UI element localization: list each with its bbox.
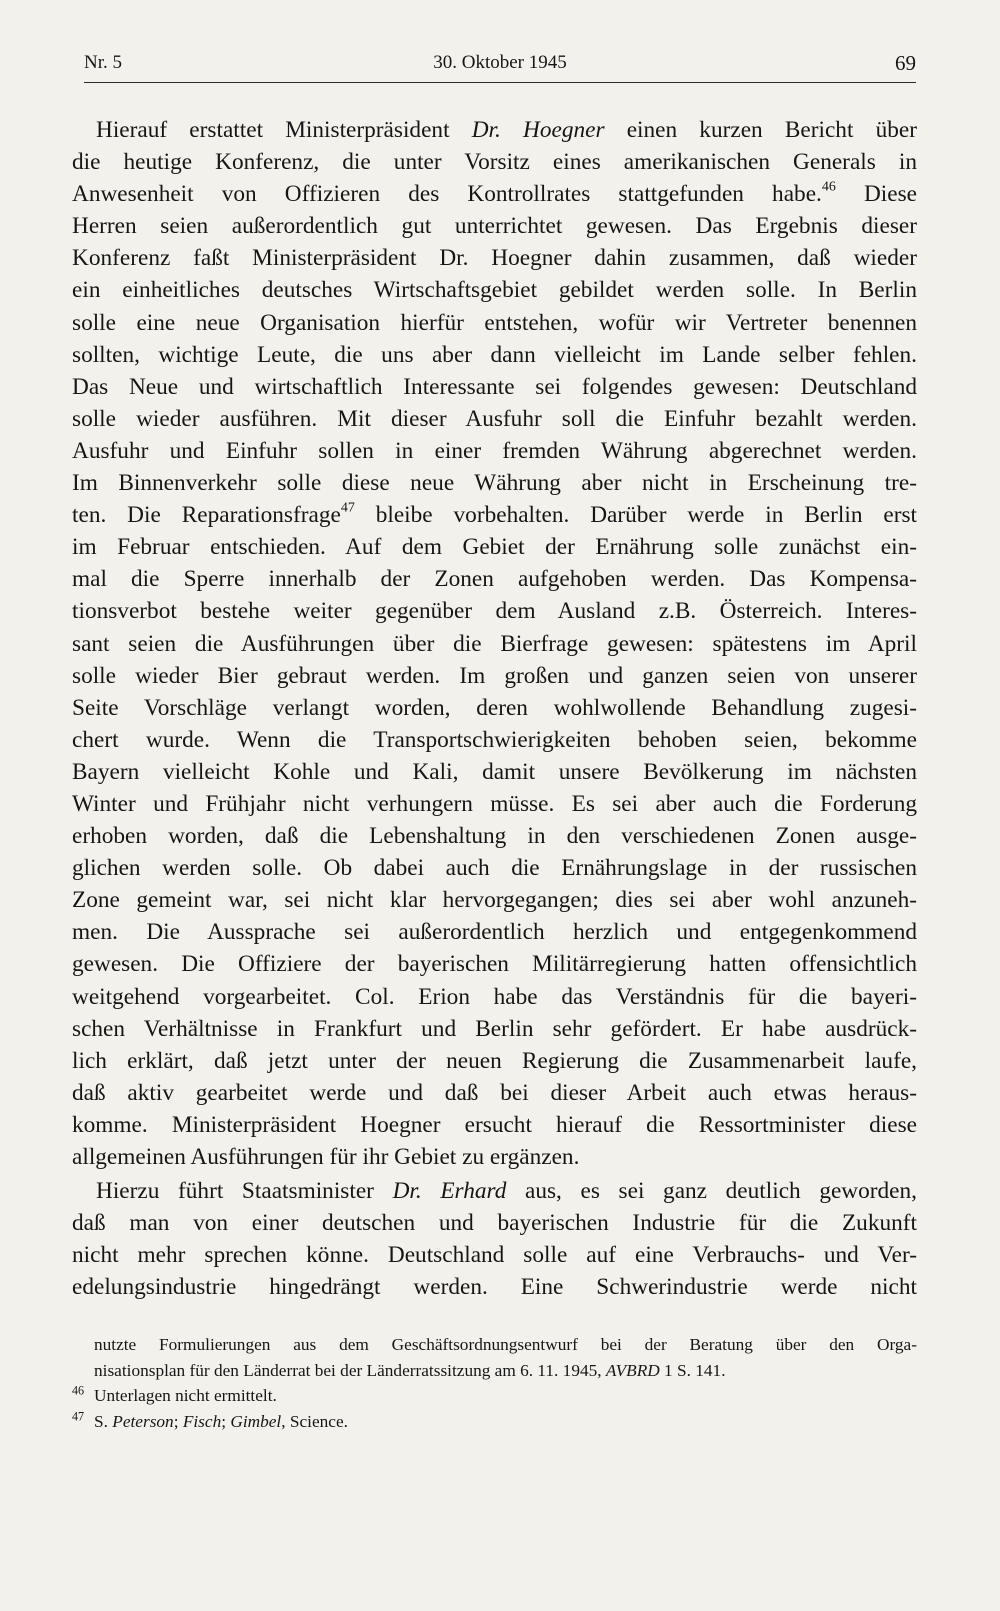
text-line: Winter und Frühjahr nicht verhungern müsse. Es sei aber auch die Forderung bbox=[72, 790, 917, 817]
text-line: sant seien die Ausführungen über die Bierfrage gewesen: spätestens im April bbox=[72, 630, 917, 657]
text-line: schen Verhältnisse in Frankfurt und Berlin sehr gefördert. Er habe ausdrück- bbox=[72, 1015, 917, 1042]
issue-number: Nr. 5 bbox=[84, 52, 122, 73]
text-line: nicht mehr sprechen könne. Deutschland solle auf eine Verbrauchs- und Ver- bbox=[72, 1242, 917, 1269]
footnote-ref-46: 46 bbox=[821, 179, 836, 195]
text-line: Herren seien außerordentlich gut unterrichtet gewesen. Das Ergebnis dieser bbox=[72, 213, 917, 240]
text-line: sollten, wichtige Leute, die uns aber dann vielleicht im Lande selber fehlen. bbox=[72, 341, 917, 368]
person-name: Dr. Erhard bbox=[392, 1178, 507, 1205]
text-line: im Februar entschieden. Auf dem Gebiet der Ernährung solle zunächst ein- bbox=[72, 534, 917, 561]
author-name: Fisch bbox=[182, 1411, 222, 1431]
body-text bbox=[72, 114, 917, 1303]
text-line: Hierauf erstattet Ministerpräsident Dr. Hoegner einen kurzen Bericht über bbox=[96, 117, 917, 143]
footnote-number: 47 bbox=[72, 1408, 85, 1423]
text-line: Das Neue und wirtschaftlich Interessante sei folgendes gewesen: Deutschland bbox=[72, 373, 917, 400]
footnote-line: nutzte Formulierungen aus dem Geschäftsordnungsentwurf bei der Beratung über den Orga- bbox=[94, 1335, 917, 1354]
footnote-line: $^{46}$ Unterlagen nicht ermittelt. bbox=[72, 1383, 277, 1405]
text-line: komme. Ministerpräsident Hoegner ersucht hierauf die Ressortminister diese bbox=[72, 1111, 917, 1138]
text-line: mal die Sperre innerhalb der Zonen aufgehoben werden. Das Kompensa- bbox=[72, 566, 917, 593]
text-line: Ausfuhr und Einfuhr sollen in einer fremden Währung abgerechnet werden. bbox=[72, 437, 917, 464]
text-line: ein einheitliches deutsches Wirtschaftsgebiet gebildet werden solle. In Berlin bbox=[72, 277, 917, 304]
text-line: Zone gemeint war, sei nicht klar hervorgegangen; dies sei aber wohl anzuneh- bbox=[72, 887, 917, 914]
footnote-line: nisationsplan für den Länderrat bei der Länderratssitzung am 6. 11. 1945, AVBRD 1 S. 141. bbox=[94, 1360, 726, 1380]
text-line: solle eine neue Organisation hierfür entstehen, wofür wir Vertreter benennen bbox=[72, 309, 917, 336]
footnote-continuation bbox=[72, 1332, 917, 1383]
footnote-ref-47: 47 bbox=[340, 500, 355, 516]
text-line: glichen werden solle. Ob dabei auch die Ernährungslage in der russischen bbox=[72, 855, 917, 882]
text-line: die heutige Konferenz, die unter Vorsitz eines amerikanischen Generals in bbox=[72, 149, 917, 176]
footnote-number: 46 bbox=[72, 1383, 85, 1398]
text-line: daß aktiv gearbeitet werde und daß bei dieser Arbeit auch etwas heraus- bbox=[72, 1079, 917, 1106]
text-line: edelungsindustrie hingedrängt werden. Eine Schwerindustrie werde nicht bbox=[72, 1274, 917, 1301]
text-line: Hierzu führt Staatsminister Dr. Erhard aus, es sei ganz deutlich geworden, bbox=[96, 1178, 917, 1205]
text-line: Bayern vielleicht Kohle und Kali, damit unsere Bevölkerung im nächsten bbox=[72, 758, 917, 785]
text-line: Anwesenheit von Offizieren des Kontrollrates stattgefunden habe.$^{46}$ Diese bbox=[72, 179, 918, 208]
text-line: lich erklärt, daß jetzt unter der neuen Regierung die Zusammenarbeit laufe, bbox=[72, 1047, 917, 1074]
footnote-line: $^{47}$ S. Peterson; Fisch; Gimbel, Science. bbox=[72, 1408, 348, 1431]
text-line: solle wieder Bier gebraut werden. Im großen und ganzen seien von unserer bbox=[72, 662, 917, 689]
header-date: 30. Oktober 1945 bbox=[433, 52, 567, 73]
text-line: tionsverbot bestehe weiter gegenüber dem Ausland z.B. Österreich. Interes- bbox=[72, 598, 917, 625]
text-line: allgemeinen Ausführungen für ihr Gebiet zu ergänzen. bbox=[72, 1144, 580, 1170]
footnote-47 bbox=[72, 1409, 917, 1435]
text-line: gewesen. Die Offiziere der bayerischen Militärregierung hatten offensichtlich bbox=[72, 951, 917, 978]
footnote-46 bbox=[72, 1383, 917, 1409]
text-line: ten. Die Reparationsfrage$^{47}$ bleibe vorbehalten. Darüber werde in Berlin erst bbox=[72, 500, 917, 529]
running-header bbox=[84, 46, 916, 83]
text-line: daß man von einer deutschen und bayerischen Industrie für die Zukunft bbox=[72, 1210, 917, 1237]
text-line: erhoben worden, daß die Lebenshaltung in den verschiedenen Zonen ausge- bbox=[72, 823, 917, 850]
person-name: Dr. Hoegner bbox=[471, 117, 605, 143]
paragraph-erhard-statement bbox=[72, 1175, 917, 1303]
text-line: Konferenz faßt Ministerpräsident Dr. Hoegner dahin zusammen, daß wieder bbox=[72, 245, 917, 272]
author-name: Peterson bbox=[112, 1411, 174, 1431]
text-line: chert wurde. Wenn die Transportschwierigkeiten behoben seien, bekomme bbox=[72, 726, 917, 753]
text-line: Im Binnenverkehr solle diese neue Währung aber nicht in Erscheinung tre- bbox=[72, 470, 917, 497]
paragraph-hoegner-report bbox=[72, 114, 917, 1173]
author-name: Gimbel bbox=[230, 1411, 282, 1431]
text-line: weitgehend vorgearbeitet. Col. Erion habe das Verständnis für die bayeri- bbox=[72, 983, 917, 1010]
text-line: Seite Vorschläge verlangt worden, deren wohlwollende Behandlung zugesi- bbox=[72, 694, 917, 721]
page-number: 69 bbox=[895, 51, 916, 75]
text-line: men. Die Aussprache sei außerordentlich herzlich und entgegenkommend bbox=[72, 919, 917, 946]
source-abbreviation: AVBRD bbox=[605, 1360, 660, 1380]
text-line: solle wieder ausführen. Mit dieser Ausfuhr soll die Einfuhr bezahlt werden. bbox=[72, 405, 917, 432]
footnotes bbox=[72, 1332, 917, 1434]
